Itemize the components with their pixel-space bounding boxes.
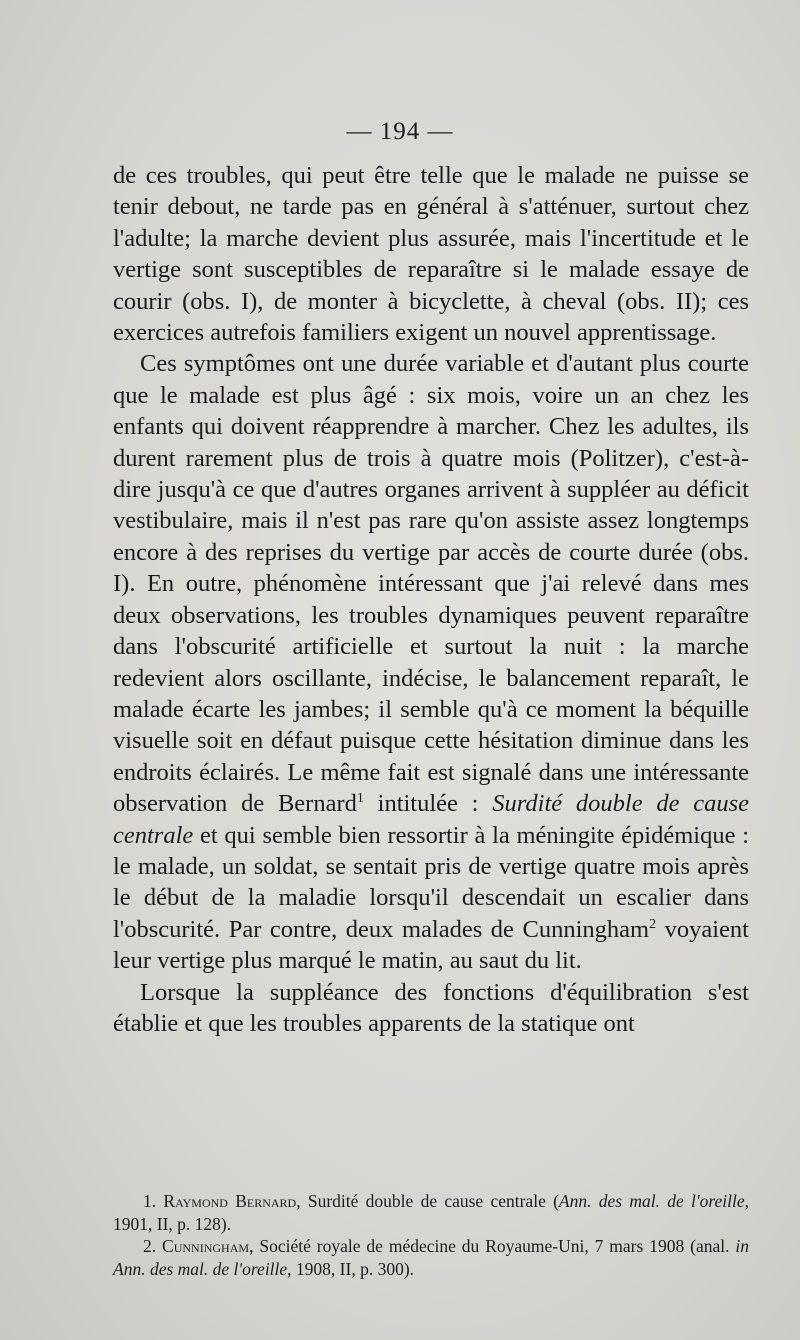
paragraph-2-part-4: voyaient leur vertige plus marqué le matin, au saut du lit.	[113, 915, 749, 975]
paragraph-1: de ces troubles, qui peut être telle que le malade ne puisse se tenir debout, ne tarde pas en général à s'atténuer, surtout chez l'adulte; la marche devient plus assurée, mais l'incertitude et le vertige sont susceptibles de reparaître si le malade essaye de courir (obs. I), de monter à bicyclette, à cheval (obs. II); ces exercices autrefois familiers exigent un nouvel apprentissage.	[113, 162, 749, 347]
footnote-journal: Ann. des mal. de l'oreille	[558, 1191, 745, 1211]
footnote-number: 1.	[143, 1191, 157, 1211]
paragraph-2-part-3: et qui semble bien ressortir à la méningite épidémique : le malade, un soldat, se sentait pris de vertige quatre mois après le début de la maladie lorsqu'il descendait un escalier dans l'obscurité. Par contre, deux malades de Cunningham	[113, 821, 749, 943]
paragraph-2	[113, 348, 749, 976]
paragraph-2-part-2: intitulée :	[363, 790, 493, 818]
paragraph-3: Lorsque la suppléance des fonctions d'équilibration s'est établie et que les troubles apparents de la statique ont	[113, 978, 749, 1037]
footnote-ref-1: 1	[356, 790, 364, 806]
footnote-tail: , 1901, II, p. 128).	[113, 1191, 749, 1234]
footnote-2	[113, 1235, 749, 1280]
page-number: — 194 —	[346, 118, 454, 145]
footnote-ref-2: 2	[649, 916, 657, 932]
footnotes	[113, 1190, 749, 1280]
footnote-1	[113, 1190, 749, 1235]
footnote-author: Raymond Bernard	[163, 1191, 297, 1211]
footnote-journal: in Ann. des mal. de l'oreille	[113, 1236, 750, 1279]
italic-title: Surdité double de cause centrale	[113, 790, 750, 849]
footnote-number: 2.	[143, 1236, 157, 1256]
footnote-text: , Surdité double de cause centrale (	[296, 1191, 559, 1211]
main-text	[113, 160, 749, 1039]
footnote-tail: , 1908, II, p. 300).	[287, 1258, 415, 1279]
footnote-author: Cunningham	[162, 1236, 250, 1256]
paragraph-2-part-1: Ces symptômes ont une durée variable et d'autant plus courte que le malade est plus âgé : six mois, voire un an chez les enfants qui doivent réapprendre à marcher. Chez les adultes, ils durent rarement plus de trois à quatre mois (Politzer), c'est-à-dire jusqu'à ce que d'autres organes arrivent à suppléer au déficit vestibulaire, mais il n'est pas rare qu'on assiste assez longtemps encore à des reprises du vertige par accès de courte durée (obs. I). En outre, phénomène intéressant que j'ai relevé dans mes deux observations, les troubles dynamiques peuvent reparaître dans l'obscurité artificielle et surtout la nuit : la marche redevient alors oscillante, indécise, le balancement reparaît, le malade écarte les jambes; il semble qu'à ce moment la béquille visuelle soit en défaut puisque cette hésitation diminue dans les endroits éclairés. Le même fait est signalé dans une intéressante observation de Bernard	[113, 350, 749, 818]
footnote-text: , Société royale de médecine du Royaume-Uni, 7 mars 1908 (anal.	[249, 1236, 736, 1256]
